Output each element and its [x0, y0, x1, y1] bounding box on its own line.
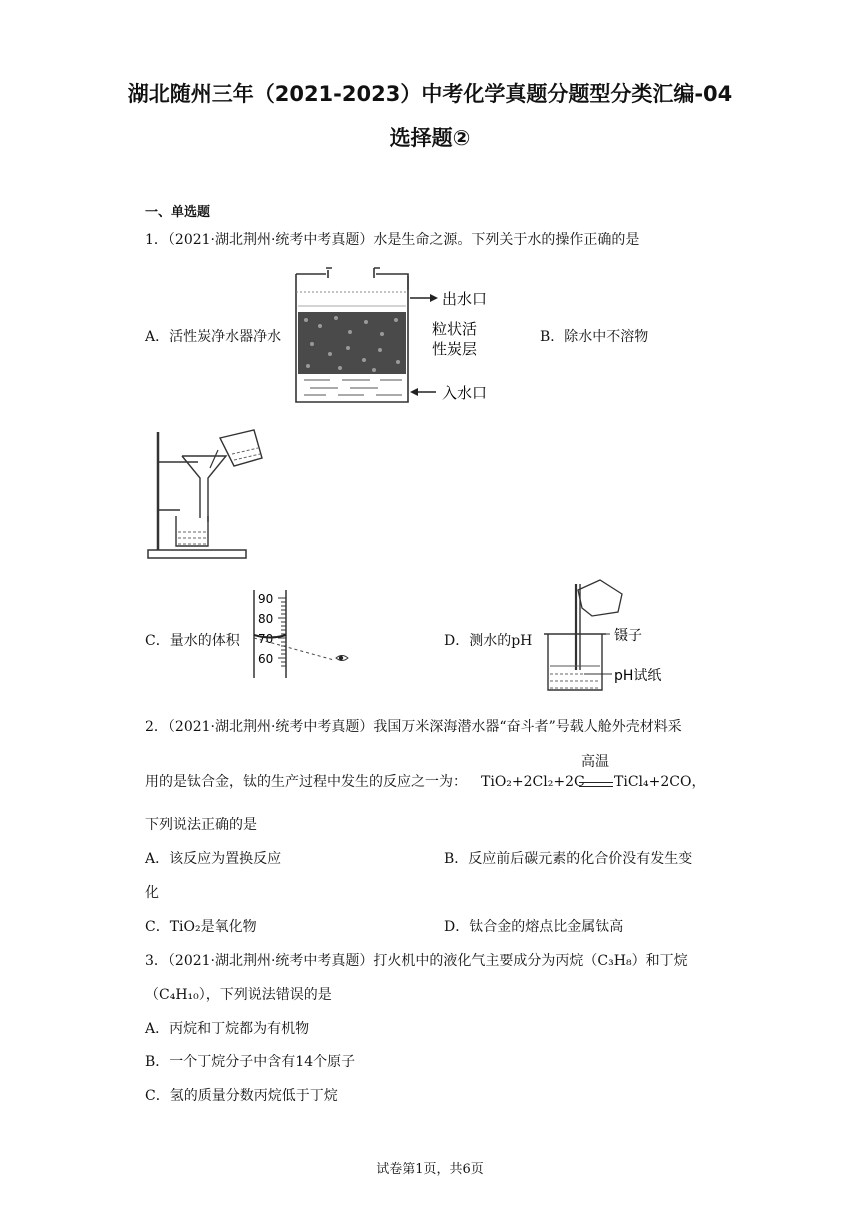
q2-option-d: D．钛合金的熔点比金属钛高 [444, 919, 624, 935]
tick-label-80: 80 [258, 612, 274, 626]
q2-option-b: B．反应前后碳元素的化合价没有发生变 [444, 851, 693, 867]
q3-option-c: C．氢的质量分数丙烷低于丁烷 [145, 1088, 338, 1104]
q2-equation-left: TiO₂+2Cl₂+2C [481, 774, 585, 790]
water-purifier-diagram [290, 262, 520, 410]
tick-label-60: 60 [258, 652, 274, 666]
ph-test-diagram [540, 578, 680, 700]
q1-option-b: B．除水中不溶物 [540, 329, 649, 345]
q1-option-d: D．测水的pH [444, 633, 533, 649]
q1-option-a: A．活性炭净水器净水 [145, 329, 282, 345]
inlet-label: 入水口 [442, 384, 488, 402]
q2-equation-equals [579, 782, 613, 787]
tick-label-90: 90 [258, 592, 274, 606]
q1-stem: 1．（2021·湖北荆州·统考中考真题）水是生命之源。下列关于水的操作正确的是 [145, 232, 640, 248]
tweezers-label: 镊子 [614, 628, 642, 644]
q1-option-c: C．量水的体积 [145, 633, 240, 649]
page-footer: 试卷第1页，共6页 [376, 1162, 484, 1177]
q3-stem-line2: （C₄H₁₀），下列说法错误的是 [145, 987, 332, 1003]
q3-option-b: B．一个丁烷分子中含有14个原子 [145, 1054, 356, 1070]
q2-stem-line3: 下列说法正确的是 [145, 817, 257, 833]
q2-option-a: A．该反应为置换反应 [145, 851, 282, 867]
ph-paper-label: pH试纸 [614, 668, 662, 684]
filtration-diagram [146, 428, 276, 562]
document-title-line2: 选择题② [389, 126, 471, 150]
section-heading: 一、单选题 [145, 205, 211, 220]
carbon-label-line1: 粒状活 [432, 320, 478, 338]
carbon-label-line2: 性炭层 [432, 340, 478, 358]
tick-label-70: 70 [258, 632, 274, 646]
q3-stem-line1: 3．（2021·湖北荆州·统考中考真题）打火机中的液化气主要成分为丙烷（C₃H₈）和丁烷 [145, 953, 688, 969]
q2-equation-right: TiCl₄+2CO， [614, 774, 706, 790]
q2-stem-line1: 2．（2021·湖北荆州·统考中考真题）我国万米深海潜水器“奋斗者”号载人舱外壳材料采 [145, 719, 682, 735]
q3-option-a: A．丙烷和丁烷都为有机物 [145, 1021, 310, 1037]
document-title-line1: 湖北随州三年（2021-2023）中考化学真题分题型分类汇编-04 [127, 82, 733, 106]
q2-equation-condition: 高温 [581, 754, 609, 770]
q2-stem-line2: 用的是钛合金，钛的生产过程中发生的反应之一为： [145, 774, 467, 790]
q2-option-c: C．TiO₂是氧化物 [145, 919, 257, 935]
graduated-cylinder-diagram [250, 588, 360, 680]
q2-option-b-continued: 化 [145, 885, 159, 901]
outlet-label: 出水口 [442, 290, 488, 308]
